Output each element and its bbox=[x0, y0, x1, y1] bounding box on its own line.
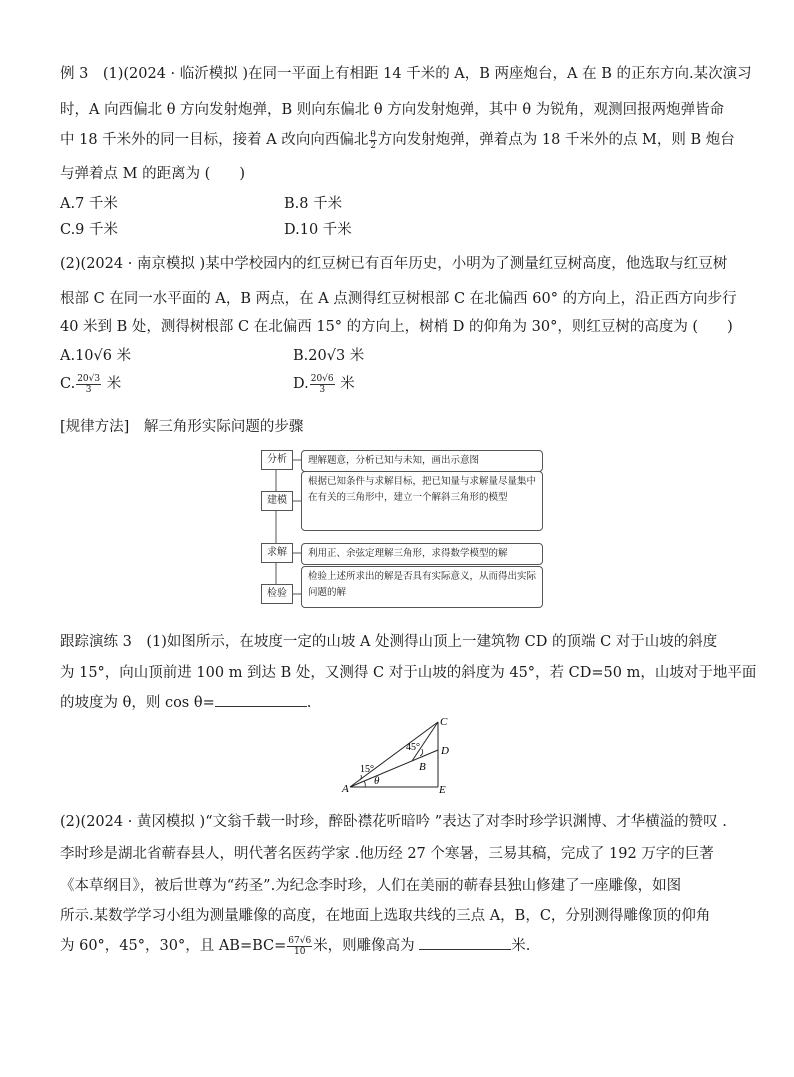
option-letter: C. bbox=[60, 376, 76, 392]
label-a: A bbox=[342, 783, 349, 794]
line-ac bbox=[350, 722, 438, 787]
answer-blank bbox=[419, 935, 511, 950]
label-c: C bbox=[440, 716, 448, 728]
ex3-p1-line3-a: 中 18 千米外的同一目标，接着 A 改向向西偏北 bbox=[60, 132, 369, 148]
practice-p1-line3: 的坡度为 θ，则 cos θ= . bbox=[60, 691, 311, 712]
flow-step-label-analyze: 分析 bbox=[261, 450, 293, 470]
theta-arc bbox=[364, 781, 365, 787]
practice-p1-line2: 为 15°，向山顶前进 100 m 到达 B 处，又测得 C 对于山坡的斜度为 45°，若 CD=50 m，山坡对于地平面 bbox=[60, 665, 757, 681]
ex3-p2-option-a: A.10√6 米 bbox=[60, 348, 132, 364]
label-theta: θ bbox=[374, 775, 380, 787]
label-b: B bbox=[419, 761, 426, 773]
ex3-p2-line1: (2)(2024 · 南京模拟 )某中学校园内的红豆树已有百年历史，小明为了测量红豆树高度，他选取与红豆树 bbox=[60, 256, 728, 272]
answer-blank bbox=[215, 692, 307, 707]
label-d: D bbox=[441, 745, 449, 757]
flow-step-text-check: 检验上述所求出的解是否具有实际意义，从而得出实际问题的解 bbox=[301, 566, 543, 608]
flow-step-text-model: 根据已知条件与求解目标，把已知量与求解量尽量集中在有关的三角形中，建立一个解斜三角形的模型 bbox=[301, 471, 543, 531]
fraction-denominator: 3 bbox=[319, 384, 326, 395]
flow-step-text-analyze: 理解题意，分析已知与未知，画出示意图 bbox=[301, 450, 543, 472]
fraction-numerator: 20√6 bbox=[310, 373, 334, 384]
ex3-p1-option-c: C.9 千米 bbox=[60, 222, 119, 238]
fraction-numerator: 20√3 bbox=[77, 373, 101, 384]
ex3-p2-line2: 根部 C 在同一水平面的 A，B 两点，在 A 点测得红豆树根部 C 在北偏西 60° 的方向上，沿正西方向步行 bbox=[60, 291, 737, 307]
flow-step-label-model: 建模 bbox=[261, 491, 293, 511]
practice-p2-line5-c: 米. bbox=[511, 938, 531, 954]
angle-45-arc bbox=[420, 749, 423, 756]
ex3-p1-line2: 时，A 向西偏北 θ 方向发射炮弹，B 则向东偏北 θ 方向发射炮弹，其中 θ 为锐角，观测回报两炮弹皆命 bbox=[60, 102, 725, 118]
ex3-p1-option-d: D.10 千米 bbox=[284, 222, 352, 238]
practice-p2-line5 bbox=[60, 934, 530, 957]
label-e: E bbox=[439, 784, 446, 794]
flow-step-label-solve: 求解 bbox=[261, 543, 293, 563]
slope-figure bbox=[340, 712, 460, 794]
fraction-numerator: 67√6 bbox=[288, 935, 312, 946]
option-letter: D. bbox=[293, 376, 309, 392]
ex3-p1-option-a: A.7 千米 bbox=[60, 196, 118, 212]
practice-p1-line1: 跟踪演练 3 (1)如图所示，在坡度一定的山坡 A 处测得山顶上一建筑物 CD 的顶端 C 对于山坡的斜度 bbox=[60, 634, 718, 650]
ex3-p1-option-b: B.8 千米 bbox=[284, 196, 343, 212]
ab-length-fraction bbox=[287, 936, 312, 957]
ex3-p1-line3-b: 方向发射炮弹，弹着点为 18 千米外的点 M，则 B 炮台 bbox=[377, 132, 735, 148]
practice-p1-line3-text: 的坡度为 θ，则 cos θ= bbox=[60, 695, 215, 711]
method-heading: [规律方法] 解三角形实际问题的步骤 bbox=[60, 419, 304, 435]
fraction-denominator: 3 bbox=[85, 384, 92, 395]
practice-p2-line5-b: 米，则雕像高为 bbox=[313, 938, 415, 954]
practice-p2-line3: 《本草纲目》，被后世尊为“药圣”.为纪念李时珍，人们在美丽的蕲春县独山修建了一座雕像，如图 bbox=[60, 878, 682, 894]
fraction-denominator: 2 bbox=[370, 140, 376, 151]
flow-step-label-check: 检验 bbox=[261, 584, 293, 604]
practice-p2-line2: 李时珍是湖北省蕲春县人，明代著名医药学家 .他历经 27 个寒暑，三易其稿，完成了 192 万字的巨著 bbox=[60, 846, 714, 862]
ex3-p1-line1: 例 3 (1)(2024 · 临沂模拟 )在同一平面上有相距 14 千米的 A，B 两座炮台，A 在 B 的正东方向.某次演习 bbox=[60, 66, 752, 82]
fraction-denominator: 10 bbox=[294, 946, 306, 957]
ex3-p2-line3: 40 米到 B 处，测得树根部 C 在北偏西 15° 的方向上，树梢 D 的仰角为 30°，则红豆树的高度为 ( ) bbox=[60, 319, 733, 335]
fraction-numerator: θ bbox=[370, 129, 376, 140]
option-unit: 米 bbox=[106, 376, 122, 392]
practice-p2-line4: 所示.某数学学习小组为测量雕像的高度，在地面上选取共线的三点 A，B，C，分别测得雕像顶的仰角 bbox=[60, 908, 711, 924]
ex3-p2-option-b: B.20√3 米 bbox=[293, 348, 365, 364]
flow-step-text-solve: 利用正、余弦定理解三角形，求得数学模型的解 bbox=[301, 543, 543, 565]
ex3-p1-line4: 与弹着点 M 的距离为 ( ) bbox=[60, 166, 245, 182]
label-angle-45: 45° bbox=[406, 742, 420, 753]
option-unit: 米 bbox=[340, 376, 355, 392]
practice-p2-line1: (2)(2024 · 黄冈模拟 )“文翁千载一时珍，醉卧襟花听暗吟 ”表达了对李时珍学识渊博、才华横溢的赞叹 . bbox=[60, 814, 727, 830]
practice-p2-line5-a: 为 60°，45°，30°，且 AB=BC= bbox=[60, 938, 287, 954]
label-angle-15: 15° bbox=[360, 764, 374, 775]
